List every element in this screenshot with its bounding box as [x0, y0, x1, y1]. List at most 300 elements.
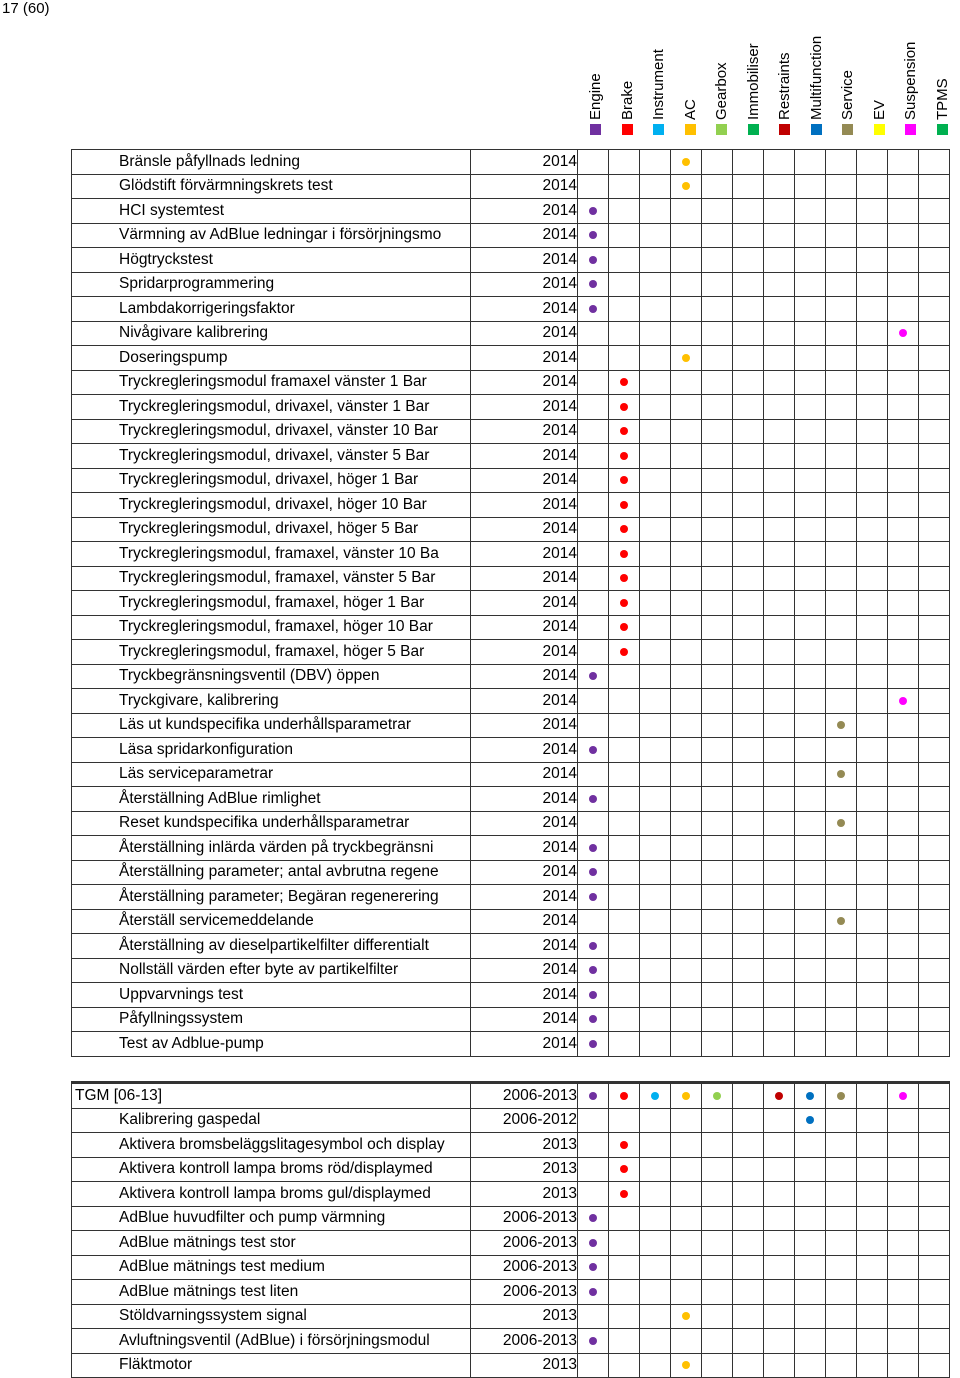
support-dot-service: [837, 917, 845, 925]
cell-immobiliser: [733, 909, 764, 934]
cell-suspension: [888, 297, 919, 322]
cell-brake: [609, 1329, 640, 1354]
year-cell: 2006-2013: [471, 1206, 578, 1231]
cell-service: [826, 983, 857, 1008]
year-cell: 2014: [471, 321, 578, 346]
support-dot-ac: [682, 1312, 690, 1320]
cell-immobiliser: [733, 934, 764, 959]
cell-engine: [578, 1007, 609, 1032]
cell-ev: [857, 223, 888, 248]
cell-ev: [857, 762, 888, 787]
cell-restraints: [764, 1304, 795, 1329]
cell-instrument: [640, 223, 671, 248]
cell-multifunction: [795, 1032, 826, 1057]
cell-service: [826, 1182, 857, 1207]
function-name: AdBlue huvudfilter och pump värmning: [119, 1209, 386, 1227]
cell-gearbox: [702, 419, 733, 444]
table-row: [72, 1206, 950, 1231]
year-cell: 2014: [471, 199, 578, 224]
support-dot-suspension: [899, 697, 907, 705]
function-name: Reset kundspecifika underhållsparametrar: [119, 814, 410, 832]
cell-ev: [857, 297, 888, 322]
function-name: Återställning av dieselpartikelfilter differentialt: [119, 936, 429, 954]
cell-service: [826, 395, 857, 420]
year-cell: 2014: [471, 738, 578, 763]
table-row: [72, 1255, 950, 1280]
table-row: [72, 346, 950, 371]
function-name: Tryckregleringsmodul, drivaxel, höger 10 Bar: [119, 495, 427, 513]
column-label: AC: [681, 99, 699, 120]
cell-engine: [578, 199, 609, 224]
table-row: [72, 517, 950, 542]
cell-immobiliser: [733, 297, 764, 322]
cell-service: [826, 934, 857, 959]
cell-engine: [578, 1280, 609, 1305]
cell-restraints: [764, 248, 795, 273]
cell-ac: [671, 615, 702, 640]
cell-gearbox: [702, 1255, 733, 1280]
cell-instrument: [640, 1108, 671, 1133]
cell-suspension: [888, 934, 919, 959]
cell-ac: [671, 1329, 702, 1354]
cell-immobiliser: [733, 321, 764, 346]
cell-restraints: [764, 1108, 795, 1133]
legend-square: [811, 124, 822, 135]
cell-service: [826, 787, 857, 812]
cell-immobiliser: [733, 591, 764, 616]
cell-multifunction: [795, 493, 826, 518]
cell-instrument: [640, 1157, 671, 1182]
cell-engine: [578, 615, 609, 640]
cell-gearbox: [702, 493, 733, 518]
cell-gearbox: [702, 174, 733, 199]
table-row: [72, 468, 950, 493]
support-dot-engine: [589, 893, 597, 901]
function-name: Återställ servicemeddelande: [119, 912, 314, 930]
support-dot-brake: [620, 623, 628, 631]
cell-suspension: [888, 1083, 919, 1109]
cell-ac: [671, 346, 702, 371]
year-cell: 2006-2013: [471, 1231, 578, 1256]
support-dot-engine: [589, 1092, 597, 1100]
cell-ev: [857, 591, 888, 616]
support-dot-instrument: [651, 1092, 659, 1100]
cell-multifunction: [795, 1182, 826, 1207]
year-cell: 2014: [471, 566, 578, 591]
cell-restraints: [764, 689, 795, 714]
support-dot-brake: [620, 574, 628, 582]
cell-immobiliser: [733, 566, 764, 591]
table-row: [72, 860, 950, 885]
column-label: Multifunction: [807, 35, 825, 120]
cell-suspension: [888, 958, 919, 983]
support-dot-engine: [589, 942, 597, 950]
cell-instrument: [640, 370, 671, 395]
function-name: Återställning parameter; Begäran regenerering: [119, 887, 439, 905]
cell-service: [826, 713, 857, 738]
support-dot-multifunction: [806, 1092, 814, 1100]
cell-service: [826, 1032, 857, 1057]
cell-immobiliser: [733, 664, 764, 689]
cell-multifunction: [795, 1353, 826, 1378]
cell-multifunction: [795, 370, 826, 395]
table-row: [72, 1007, 950, 1032]
cell-ac: [671, 248, 702, 273]
cell-restraints: [764, 321, 795, 346]
table-row: [72, 958, 950, 983]
table-row: [72, 664, 950, 689]
function-name: Nivågivare kalibrering: [119, 324, 269, 342]
cell-restraints: [764, 346, 795, 371]
cell-ev: [857, 811, 888, 836]
cell-brake: [609, 370, 640, 395]
cell-ev: [857, 1304, 888, 1329]
year-cell: 2014: [471, 419, 578, 444]
cell-engine: [578, 1182, 609, 1207]
cell-brake: [609, 444, 640, 469]
cell-multifunction: [795, 272, 826, 297]
cell-service: [826, 199, 857, 224]
cell-restraints: [764, 615, 795, 640]
column-label: Engine: [587, 73, 604, 120]
cell-instrument: [640, 1083, 671, 1109]
table-row: [72, 591, 950, 616]
cell-ac: [671, 1157, 702, 1182]
cell-suspension: [888, 738, 919, 763]
year-cell: 2014: [471, 983, 578, 1008]
cell-tpms: [919, 983, 950, 1008]
support-dot-suspension: [899, 1092, 907, 1100]
cell-service: [826, 468, 857, 493]
cell-instrument: [640, 762, 671, 787]
cell-service: [826, 542, 857, 567]
cell-restraints: [764, 468, 795, 493]
table-row: [72, 1182, 950, 1207]
table-row: [72, 395, 950, 420]
cell-multifunction: [795, 1133, 826, 1158]
cell-immobiliser: [733, 517, 764, 542]
cell-restraints: [764, 1231, 795, 1256]
cell-ac: [671, 836, 702, 861]
cell-brake: [609, 811, 640, 836]
cell-ev: [857, 1108, 888, 1133]
cell-ev: [857, 493, 888, 518]
cell-service: [826, 321, 857, 346]
column-header-tpms: [927, 0, 958, 140]
legend-square: [653, 124, 664, 135]
cell-multifunction: [795, 591, 826, 616]
year-cell: 2014: [471, 468, 578, 493]
cell-restraints: [764, 493, 795, 518]
cell-ev: [857, 150, 888, 175]
cell-tpms: [919, 150, 950, 175]
support-dot-brake: [620, 476, 628, 484]
support-dot-engine: [589, 280, 597, 288]
column-header-service: [832, 0, 863, 140]
cell-multifunction: [795, 1108, 826, 1133]
cell-service: [826, 1329, 857, 1354]
table-row: [72, 1032, 950, 1057]
cell-service: [826, 248, 857, 273]
cell-tpms: [919, 1108, 950, 1133]
cell-suspension: [888, 272, 919, 297]
cell-multifunction: [795, 1231, 826, 1256]
cell-brake: [609, 983, 640, 1008]
function-name: AdBlue mätnings test liten: [119, 1282, 299, 1300]
table-row: [72, 1083, 950, 1109]
cell-gearbox: [702, 640, 733, 665]
support-dot-brake: [620, 1190, 628, 1198]
table-row: [72, 1231, 950, 1256]
cell-ac: [671, 787, 702, 812]
cell-immobiliser: [733, 370, 764, 395]
support-dot-engine: [589, 256, 597, 264]
cell-gearbox: [702, 615, 733, 640]
cell-brake: [609, 1032, 640, 1057]
year-cell: 2014: [471, 1032, 578, 1057]
cell-gearbox: [702, 1182, 733, 1207]
cell-multifunction: [795, 566, 826, 591]
cell-restraints: [764, 174, 795, 199]
cell-tpms: [919, 566, 950, 591]
function-name: Lambdakorrigeringsfaktor: [119, 299, 295, 317]
cell-ac: [671, 1280, 702, 1305]
cell-engine: [578, 640, 609, 665]
cell-instrument: [640, 493, 671, 518]
cell-restraints: [764, 762, 795, 787]
legend-square: [937, 124, 948, 135]
cell-restraints: [764, 958, 795, 983]
cell-tpms: [919, 1255, 950, 1280]
function-name: AdBlue mätnings test stor: [119, 1233, 296, 1251]
cell-instrument: [640, 836, 671, 861]
cell-ev: [857, 689, 888, 714]
cell-restraints: [764, 223, 795, 248]
cell-brake: [609, 640, 640, 665]
function-name: Läs serviceparametrar: [119, 765, 274, 783]
table-row: [72, 566, 950, 591]
cell-brake: [609, 493, 640, 518]
cell-engine: [578, 958, 609, 983]
function-name: Tryckregleringsmodul, drivaxel, vänster 1 Bar: [119, 397, 430, 415]
function-name: Tryckregleringsmodul, framaxel, vänster 10 Ba: [119, 544, 439, 562]
function-name: Återställning parameter; antal avbrutna regene: [119, 863, 439, 881]
cell-restraints: [764, 591, 795, 616]
cell-service: [826, 885, 857, 910]
support-dot-engine: [589, 966, 597, 974]
cell-tpms: [919, 713, 950, 738]
legend-square: [874, 124, 885, 135]
cell-ac: [671, 493, 702, 518]
cell-ev: [857, 321, 888, 346]
cell-ev: [857, 1032, 888, 1057]
cell-tpms: [919, 689, 950, 714]
table-row: [72, 689, 950, 714]
cell-suspension: [888, 885, 919, 910]
cell-multifunction: [795, 297, 826, 322]
cell-immobiliser: [733, 1032, 764, 1057]
cell-tpms: [919, 444, 950, 469]
cell-immobiliser: [733, 444, 764, 469]
cell-gearbox: [702, 248, 733, 273]
year-cell: 2014: [471, 909, 578, 934]
cell-suspension: [888, 1304, 919, 1329]
cell-service: [826, 370, 857, 395]
cell-instrument: [640, 346, 671, 371]
function-name: Bränsle påfyllnads ledning: [119, 152, 300, 170]
cell-engine: [578, 1353, 609, 1378]
cell-service: [826, 836, 857, 861]
year-cell: 2013: [471, 1133, 578, 1158]
cell-engine: [578, 542, 609, 567]
cell-ev: [857, 1133, 888, 1158]
cell-multifunction: [795, 983, 826, 1008]
cell-restraints: [764, 199, 795, 224]
cell-ac: [671, 1108, 702, 1133]
cell-suspension: [888, 1182, 919, 1207]
cell-gearbox: [702, 762, 733, 787]
cell-restraints: [764, 1133, 795, 1158]
year-cell: 2014: [471, 958, 578, 983]
cell-engine: [578, 1255, 609, 1280]
cell-service: [826, 444, 857, 469]
cell-instrument: [640, 1304, 671, 1329]
cell-restraints: [764, 836, 795, 861]
cell-ac: [671, 1083, 702, 1109]
support-dot-gearbox: [713, 1092, 721, 1100]
function-name: Doseringspump: [119, 348, 228, 366]
cell-gearbox: [702, 1206, 733, 1231]
cell-ac: [671, 811, 702, 836]
cell-instrument: [640, 983, 671, 1008]
support-dot-service: [837, 721, 845, 729]
cell-suspension: [888, 1280, 919, 1305]
cell-brake: [609, 1157, 640, 1182]
cell-immobiliser: [733, 787, 764, 812]
cell-tpms: [919, 419, 950, 444]
cell-immobiliser: [733, 811, 764, 836]
cell-instrument: [640, 640, 671, 665]
cell-service: [826, 174, 857, 199]
cell-ev: [857, 787, 888, 812]
cell-suspension: [888, 909, 919, 934]
cell-service: [826, 1304, 857, 1329]
cell-engine: [578, 1329, 609, 1354]
year-cell: 2014: [471, 1007, 578, 1032]
year-cell: 2014: [471, 174, 578, 199]
cell-suspension: [888, 1353, 919, 1378]
year-cell: 2014: [471, 517, 578, 542]
table-row: [72, 1280, 950, 1305]
cell-restraints: [764, 811, 795, 836]
year-cell: 2006-2013: [471, 1083, 578, 1109]
year-cell: 2014: [471, 591, 578, 616]
cell-ac: [671, 542, 702, 567]
cell-service: [826, 958, 857, 983]
cell-instrument: [640, 517, 671, 542]
cell-immobiliser: [733, 346, 764, 371]
cell-engine: [578, 664, 609, 689]
cell-gearbox: [702, 199, 733, 224]
cell-tpms: [919, 738, 950, 763]
cell-multifunction: [795, 468, 826, 493]
cell-tpms: [919, 542, 950, 567]
cell-instrument: [640, 738, 671, 763]
cell-suspension: [888, 150, 919, 175]
cell-instrument: [640, 1032, 671, 1057]
cell-tpms: [919, 591, 950, 616]
cell-immobiliser: [733, 419, 764, 444]
cell-brake: [609, 836, 640, 861]
cell-suspension: [888, 1007, 919, 1032]
table-row: [72, 1304, 950, 1329]
support-dot-engine: [589, 1288, 597, 1296]
cell-multifunction: [795, 199, 826, 224]
cell-immobiliser: [733, 1007, 764, 1032]
cell-engine: [578, 1083, 609, 1109]
cell-service: [826, 1007, 857, 1032]
cell-immobiliser: [733, 1108, 764, 1133]
cell-engine: [578, 909, 609, 934]
cell-ev: [857, 958, 888, 983]
cell-ac: [671, 199, 702, 224]
table-row: [72, 1157, 950, 1182]
cell-suspension: [888, 1206, 919, 1231]
cell-instrument: [640, 1206, 671, 1231]
cell-service: [826, 664, 857, 689]
column-label: EV: [870, 99, 888, 120]
cell-gearbox: [702, 1280, 733, 1305]
year-cell: 2013: [471, 1304, 578, 1329]
function-name: Återställning AdBlue rimlighet: [119, 789, 321, 807]
cell-ev: [857, 395, 888, 420]
cell-brake: [609, 199, 640, 224]
table-row: [72, 419, 950, 444]
year-cell: 2014: [471, 934, 578, 959]
cell-service: [826, 566, 857, 591]
cell-ev: [857, 1157, 888, 1182]
cell-engine: [578, 1231, 609, 1256]
cell-gearbox: [702, 1108, 733, 1133]
cell-restraints: [764, 1157, 795, 1182]
cell-service: [826, 272, 857, 297]
cell-ev: [857, 860, 888, 885]
functions-table-tgm: [71, 1081, 950, 1378]
cell-gearbox: [702, 958, 733, 983]
cell-restraints: [764, 1353, 795, 1378]
support-dot-brake: [620, 648, 628, 656]
cell-suspension: [888, 615, 919, 640]
cell-multifunction: [795, 542, 826, 567]
cell-brake: [609, 664, 640, 689]
support-dot-engine: [589, 1337, 597, 1345]
cell-instrument: [640, 395, 671, 420]
cell-restraints: [764, 1255, 795, 1280]
table-row: [72, 1133, 950, 1158]
cell-instrument: [640, 1280, 671, 1305]
support-dot-ac: [682, 1361, 690, 1369]
cell-engine: [578, 174, 609, 199]
cell-service: [826, 1353, 857, 1378]
cell-ev: [857, 1353, 888, 1378]
cell-multifunction: [795, 517, 826, 542]
cell-brake: [609, 1206, 640, 1231]
cell-service: [826, 493, 857, 518]
cell-immobiliser: [733, 885, 764, 910]
cell-multifunction: [795, 885, 826, 910]
support-dot-brake: [620, 427, 628, 435]
year-cell: 2013: [471, 1353, 578, 1378]
